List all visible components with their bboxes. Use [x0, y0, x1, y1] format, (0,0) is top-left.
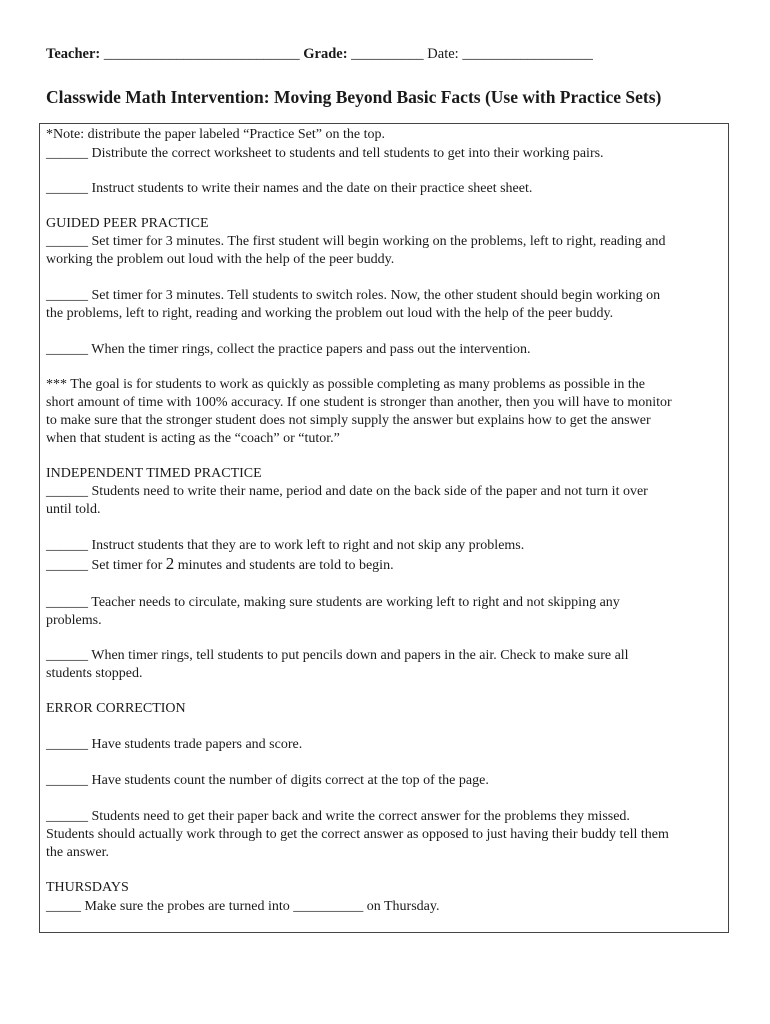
- timer-minutes-value: 2: [165, 554, 175, 573]
- step-names: ______ Instruct students to write their names and the date on their practice sheet sheet.: [46, 181, 533, 196]
- independent-heading: INDEPENDENT TIMED PRACTICE: [46, 466, 262, 481]
- indep-step-3-prefix: ______ Set timer for: [46, 558, 166, 573]
- teacher-blank[interactable]: ___________________________: [103, 46, 300, 62]
- date-blank[interactable]: __________________: [462, 46, 593, 62]
- guided-step-2-line-2: the problems, left to right, reading and working the problem out loud with the help of the peer buddy.: [46, 306, 614, 321]
- header-line: [46, 46, 736, 63]
- goal-line-3: to make sure that the stronger student does not simply supply the answer but explains how to get the answer: [46, 413, 651, 428]
- indep-step-1-line-2: until told.: [46, 502, 101, 517]
- indep-step-3-suffix: minutes and students are told to begin.: [174, 558, 394, 573]
- error-step-3-line-3: the answer.: [46, 845, 109, 860]
- guided-heading: GUIDED PEER PRACTICE: [46, 216, 209, 231]
- indep-step-1-line-1: ______ Students need to write their name, period and date on the back side of the paper and not turn it over: [46, 484, 648, 499]
- indep-step-5-line-2: students stopped.: [46, 666, 143, 681]
- guided-step-1-line-1: ______ Set timer for 3 minutes. The first student will begin working on the problems, left to right, reading and: [46, 234, 666, 249]
- indep-step-4-line-2: problems.: [46, 613, 102, 628]
- goal-line-2: short amount of time with 100% accuracy. If one student is stronger than another, then you will have to monitor: [46, 395, 672, 410]
- thursdays-heading: THURSDAYS: [46, 880, 129, 895]
- guided-step-1-line-2: working the problem out loud with the help of the peer buddy.: [46, 252, 395, 267]
- indep-step-4-line-1: ______ Teacher needs to circulate, making sure students are working left to right and not skipping any: [46, 595, 620, 610]
- note-text: *Note: distribute the paper labeled “Practice Set” on the top.: [46, 127, 385, 142]
- error-step-2: ______ Have students count the number of digits correct at the top of the page.: [46, 773, 489, 788]
- teacher-label: Teacher:: [46, 46, 101, 62]
- indep-step-2: ______ Instruct students that they are to work left to right and not skip any problems.: [46, 538, 525, 553]
- goal-line-1: *** The goal is for students to work as quickly as possible completing as many problems as possible in the: [46, 377, 645, 392]
- indep-step-3: [46, 555, 394, 575]
- instructions-box: [39, 123, 729, 933]
- page-title: Classwide Math Intervention: Moving Beyond Basic Facts (Use with Practice Sets): [46, 87, 662, 107]
- step-distribute: ______ Distribute the correct worksheet to students and tell students to get into their working pairs.: [46, 146, 604, 161]
- guided-step-2-line-1: ______ Set timer for 3 minutes. Tell students to switch roles. Now, the other student should begin working on: [46, 288, 661, 303]
- indep-step-5-line-1: ______ When timer rings, tell students to put pencils down and papers in the air. Check to make sure all: [46, 648, 629, 663]
- goal-line-4: when that student is acting as the “coach” or “tutor.”: [46, 431, 340, 446]
- error-step-3-line-1: ______ Students need to get their paper back and write the correct answer for the problems they missed.: [46, 809, 630, 824]
- date-label: Date:: [427, 46, 459, 62]
- error-heading: ERROR CORRECTION: [46, 701, 186, 716]
- error-step-3-line-2: Students should actually work through to get the correct answer as opposed to just having their buddy tell them: [46, 827, 669, 842]
- grade-label: Grade:: [303, 46, 348, 62]
- error-step-1: ______ Have students trade papers and score.: [46, 737, 303, 752]
- thursdays-step-1: _____ Make sure the probes are turned into __________ on Thursday.: [46, 899, 440, 914]
- guided-step-3: ______ When the timer rings, collect the practice papers and pass out the intervention.: [46, 342, 531, 357]
- grade-blank[interactable]: __________: [351, 46, 424, 62]
